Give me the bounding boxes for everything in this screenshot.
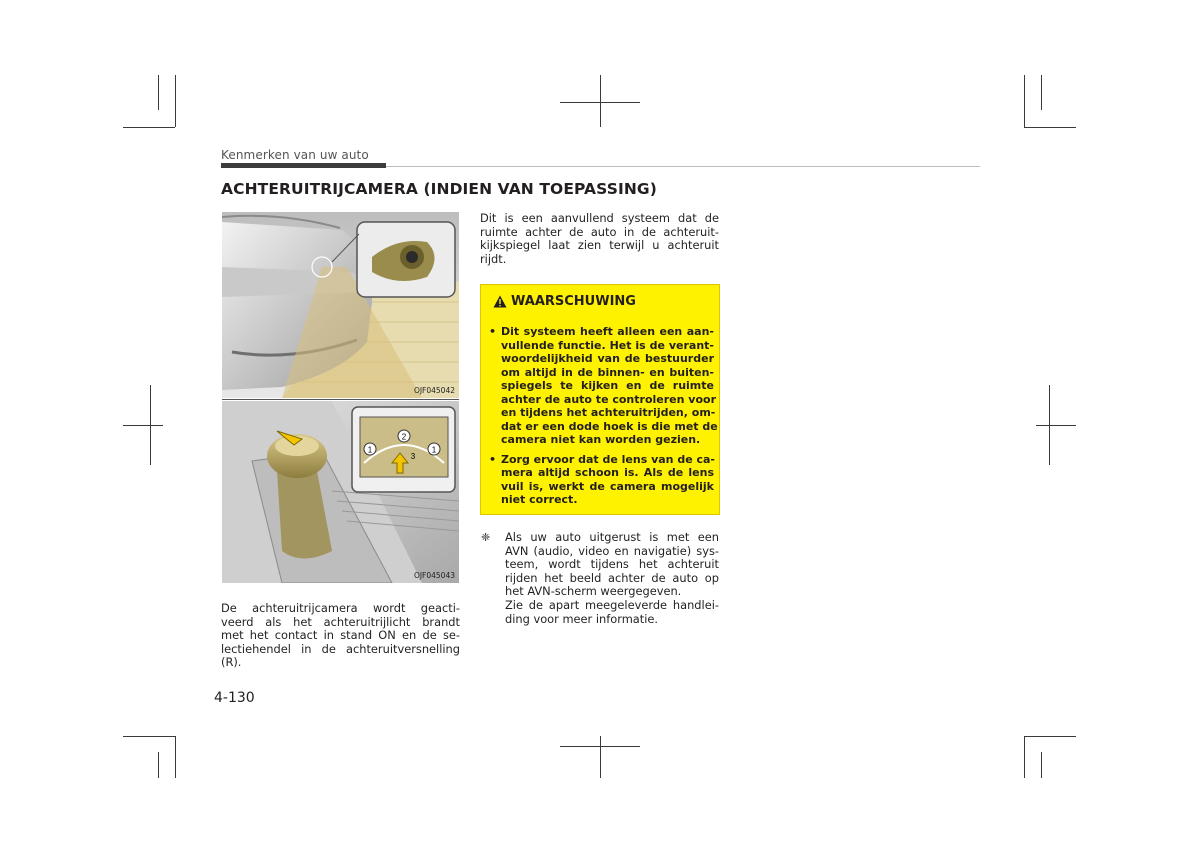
crop-mark <box>158 752 159 778</box>
activation-paragraph <box>221 602 460 670</box>
crop-mark <box>150 385 151 465</box>
screen-label-3: 3 <box>410 452 416 461</box>
screen-label-2: 2 <box>401 432 407 442</box>
crop-mark <box>600 75 601 127</box>
bullet: • <box>489 452 497 466</box>
crop-mark <box>158 75 159 110</box>
crop-mark <box>175 736 176 778</box>
warning-line: Zorg ervoor dat de lens van de ca- <box>501 452 716 466</box>
warning-line: camera niet kan worden gezien. <box>501 433 701 446</box>
rear-camera-illustration <box>222 212 459 398</box>
crop-mark <box>1024 736 1025 778</box>
paragraph-line: kijkspiegel laat zien terwijl u achteruit <box>480 238 719 253</box>
note-line: ding voor meer informatie. <box>505 611 659 626</box>
warning-line: vuil is, werkt de camera mogelijk <box>501 479 714 493</box>
warning-line: mera altijd schoon is. Als de lens <box>501 466 714 479</box>
note-line: teem, wordt tijdens het achteruit <box>505 557 719 572</box>
page-number: 4-130 <box>214 690 255 706</box>
crop-mark <box>175 75 176 127</box>
paragraph-line: veerd als het achteruitrijlicht brandt <box>221 614 460 629</box>
warning-line: Dit systeem heeft alleen een aan- <box>501 325 714 338</box>
note-line: het AVN-scherm weergegeven. <box>505 584 682 599</box>
crop-mark <box>1024 75 1025 127</box>
warning-title: WAARSCHUWING <box>511 294 636 309</box>
note-line: AVN (audio, video en navigatie) sys- <box>505 543 719 558</box>
header-rule <box>386 166 980 167</box>
note-line: Zie de apart meegeleverde handlei- <box>505 597 719 612</box>
note-line: rijden het beeld achter de auto op <box>505 570 719 585</box>
screen-label-1: 1 <box>367 445 373 455</box>
crop-mark <box>600 736 601 778</box>
crop-mark <box>1041 752 1042 778</box>
figure-code: OJF045042 <box>413 386 455 395</box>
warning-line: niet correct. <box>501 493 578 506</box>
crop-mark <box>123 127 175 128</box>
paragraph-line: lectiehendel in de achteruitversnelling <box>221 641 460 656</box>
paragraph-line: ruimte achter de auto in de achteruit- <box>480 224 719 239</box>
warning-line: spiegels te kijken en de ruimte <box>501 379 714 392</box>
paragraph-line: De achteruitrijcamera wordt geacti- <box>221 601 460 615</box>
intro-paragraph <box>480 212 719 266</box>
warning-item <box>489 453 714 507</box>
bullet: • <box>489 325 497 338</box>
crop-mark <box>1036 425 1076 426</box>
shift-lever-illustration <box>222 401 459 583</box>
crop-mark <box>1041 75 1042 110</box>
warning-line: woordelijkheid van de bestuurder <box>501 352 714 365</box>
warning-line: vullende functie. Het is de verant- <box>501 338 714 352</box>
crop-mark <box>1024 736 1076 737</box>
figure-separator <box>222 399 459 400</box>
warning-item <box>489 325 718 447</box>
warning-line: achter de auto te controleren voor <box>501 392 716 406</box>
page-title: ACHTERUITRIJCAMERA (INDIEN VAN TOEPASSING) <box>221 180 657 198</box>
warning-list <box>489 325 718 513</box>
note-line: Als uw auto uitgerust is met een <box>505 530 719 544</box>
screen-label-1b: 1 <box>431 445 437 455</box>
header-bar <box>221 163 386 168</box>
crop-mark <box>1024 127 1076 128</box>
warning-line: om altijd in de binnen- en buiten- <box>501 365 714 379</box>
figure-code: OJF045043 <box>413 571 455 580</box>
paragraph-line: met het contact in stand ON en de se- <box>221 628 460 643</box>
paragraph-line: rijdt. <box>480 251 507 266</box>
paragraph-line: Dit is een aanvullend systeem dat de <box>480 211 719 225</box>
warning-icon <box>493 295 507 308</box>
warning-line: en tijdens het achteruitrijden, om- <box>501 406 716 419</box>
rear-camera-figure <box>222 212 459 398</box>
shift-lever-figure <box>222 401 459 583</box>
crop-mark <box>123 425 163 426</box>
crop-mark <box>1049 385 1050 465</box>
note-body <box>505 531 719 626</box>
note-mark-icon: ❈ <box>481 531 491 544</box>
paragraph-line: (R). <box>221 655 242 670</box>
warning-line: dat er een dode hoek is die met de <box>501 419 718 433</box>
crop-mark <box>123 736 175 737</box>
warning-box <box>480 284 720 515</box>
section-header: Kenmerken van uw auto <box>221 148 369 162</box>
